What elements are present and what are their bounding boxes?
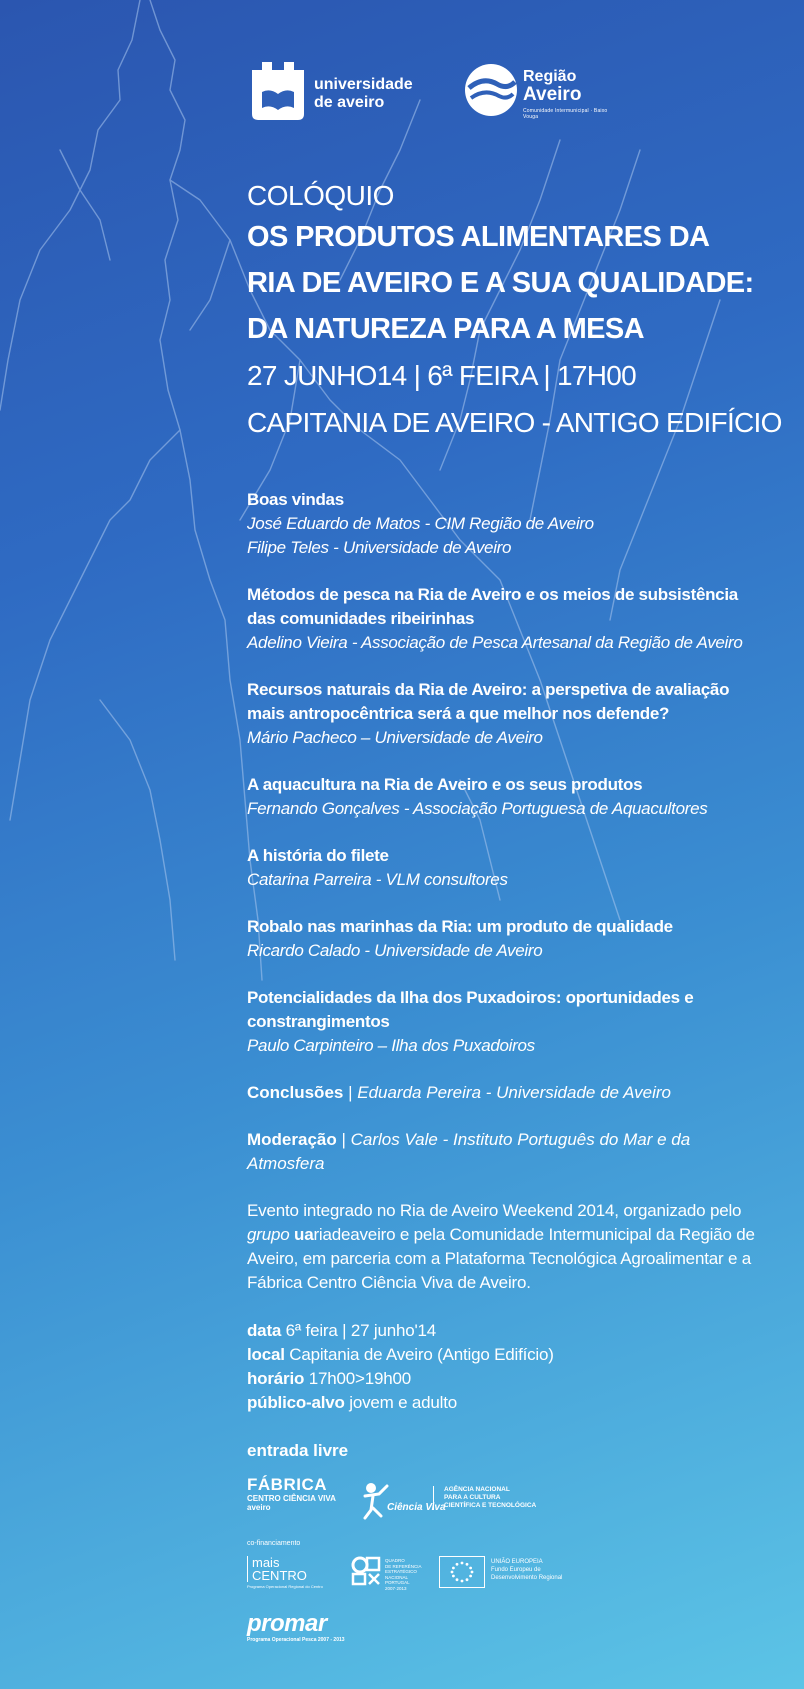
ue-text <box>491 1558 562 1582</box>
ra-wordmark <box>523 68 581 104</box>
program <box>247 488 767 1463</box>
qren-line: DE REFERÊNCIA <box>385 1563 422 1569</box>
detail-label: data <box>247 1321 282 1340</box>
fabrica-title: FÁBRICA <box>247 1475 327 1494</box>
cv-text-line: PARA A CULTURA <box>444 1494 501 1501</box>
event-description <box>247 1199 767 1295</box>
conclusoes-sep: | <box>343 1083 358 1102</box>
ue-line3: Desenvolvimento Regional <box>491 1575 563 1581</box>
detail-horario <box>247 1367 767 1391</box>
qren-line: ESTRATÉGICO <box>385 1569 417 1574</box>
event-text-part2: riadeaveiro e pela Comunidade Intermunicipal da Região de Aveiro, em parceria com a Plataforma Tecnológica Agroalimentar e a Fábrica Centro Ciência Viva de Aveiro. <box>247 1225 755 1292</box>
event-text-grupo: grupo <box>247 1225 290 1244</box>
item-speaker: Fernando Gonçalves - Associação Portuguesa de Aquacultores <box>247 799 708 818</box>
detail-value: jovem e adulto <box>344 1393 458 1412</box>
detail-value: 17h00>19h00 <box>304 1369 411 1388</box>
qren-text <box>385 1558 431 1591</box>
mais-line2: CENTRO <box>247 1569 337 1582</box>
event-details <box>247 1319 767 1415</box>
promar-logo <box>247 1612 345 1643</box>
item-title: A história do filete <box>247 846 389 865</box>
moderacao-label: Moderação <box>247 1130 337 1149</box>
ciencia-viva-figure-icon <box>357 1480 446 1520</box>
ue-line2: Fundo Europeu de <box>491 1567 541 1573</box>
title-line-1: OS PRODUTOS ALIMENTARES DA <box>247 221 710 253</box>
ua-line1: universidade <box>314 76 413 93</box>
detail-local <box>247 1343 767 1367</box>
program-item <box>247 583 767 655</box>
cofinanciamento-label: co-financiamento <box>247 1540 301 1547</box>
item-speaker: Catarina Parreira - VLM consultores <box>247 870 508 889</box>
uniao-europeia-logo <box>439 1556 579 1592</box>
qren-line: PORTUGAL 2007·2013 <box>385 1580 410 1591</box>
entrada-livre: entrada livre <box>247 1441 349 1460</box>
item-speaker: Adelino Vieira - Associação de Pesca Artesanal da Região de Aveiro <box>247 633 743 652</box>
mais-line1: mais <box>247 1556 337 1569</box>
detail-value: Capitania de Aveiro (Antigo Edifício) <box>284 1345 554 1364</box>
detail-publico <box>247 1391 767 1415</box>
item-title: Potencialidades da Ilha dos Puxadoiros: oportunidades e constrangimentos <box>247 988 694 1031</box>
venue-line: CAPITANIA DE AVEIRO - ANTIGO EDIFÍCIO <box>247 407 782 438</box>
title-line-2: RIA DE AVEIRO E A SUA QUALIDADE: <box>247 267 754 299</box>
title-line-3: DA NATUREZA PARA A MESA <box>247 313 645 345</box>
qren-line: QUADRO <box>385 1558 405 1563</box>
item-title: A aquacultura na Ria de Aveiro e os seus produtos <box>247 775 643 794</box>
fabrica-logo <box>247 1476 336 1512</box>
detail-label: público-alvo <box>247 1393 345 1412</box>
university-mark-icon <box>250 60 306 122</box>
date-line: 27 JUNHO14 | 6ª FEIRA | 17H00 <box>247 360 637 391</box>
ciencia-viva-logo <box>357 1480 557 1520</box>
conclusoes-value: Eduarda Pereira - Universidade de Aveiro <box>357 1083 671 1102</box>
program-item <box>247 488 767 560</box>
kicker: COLÓQUIO <box>247 180 394 211</box>
event-text-ua: ua <box>289 1225 314 1244</box>
item-title: Recursos naturais da Ria de Aveiro: a perspetiva de avaliação mais antropocêntrica será a que melhor nos defende? <box>247 680 730 723</box>
ra-line1: Região <box>523 68 577 85</box>
ua-line2: de aveiro <box>314 94 385 111</box>
mais-centro-logo <box>247 1556 337 1592</box>
cv-word: Ciência Viva <box>387 1502 446 1513</box>
universidade-aveiro-logo <box>250 58 430 122</box>
conclusoes-line <box>247 1081 767 1105</box>
top-logos <box>247 58 787 122</box>
moderacao-line <box>247 1128 767 1176</box>
cv-agency-text <box>433 1486 554 1510</box>
cv-text-line: AGÊNCIA NACIONAL <box>444 1486 510 1493</box>
sponsor-logos <box>247 1476 787 1686</box>
cv-text-line: CIENTÍFICA E TECNOLÓGICA <box>444 1502 537 1509</box>
eu-flag-icon <box>439 1556 485 1588</box>
promar-title: promar <box>247 1610 327 1637</box>
detail-data <box>247 1319 767 1343</box>
ra-line2: Aveiro <box>523 84 582 105</box>
conclusoes-label: Conclusões <box>247 1083 344 1102</box>
moderacao-value: Carlos Vale - Instituto Português do Mar e da Atmosfera <box>247 1130 691 1173</box>
moderacao-sep: | <box>336 1130 351 1149</box>
qren-line: NACIONAL <box>385 1574 409 1580</box>
item-title: Boas vindas <box>247 490 344 509</box>
qren-logo <box>351 1556 431 1592</box>
program-item <box>247 773 767 821</box>
ue-line1: UNIÃO EUROPEIA <box>491 1559 543 1565</box>
item-title: Métodos de pesca na Ria de Aveiro e os meios de subsistência das comunidades ribeirinhas <box>247 585 738 628</box>
regiao-aveiro-swirl-icon <box>463 62 519 118</box>
detail-label: local <box>247 1345 285 1364</box>
qren-mark-icon <box>351 1556 381 1586</box>
promar-sub: Programa Operacional Pesca 2007 - 2013 <box>247 1637 345 1643</box>
fabrica-sub2: aveiro <box>247 1503 271 1512</box>
event-header <box>247 178 787 446</box>
detail-value: 6ª feira | 27 junho'14 <box>281 1321 437 1340</box>
program-item <box>247 844 767 892</box>
detail-label: horário <box>247 1369 305 1388</box>
fabrica-sub1: CENTRO CIÊNCIA VIVA <box>247 1494 336 1503</box>
program-item <box>247 915 767 963</box>
item-speaker: Mário Pacheco – Universidade de Aveiro <box>247 728 543 747</box>
ua-wordmark <box>314 76 413 112</box>
item-speaker: Paulo Carpinteiro – Ilha dos Puxadoiros <box>247 1036 535 1055</box>
regiao-aveiro-logo <box>463 62 623 122</box>
item-speaker: Filipe Teles - Universidade de Aveiro <box>247 538 512 557</box>
item-speaker: José Eduardo de Matos - CIM Região de Aveiro <box>247 514 594 533</box>
mais-sub: Programa Operacional Regional do Centro <box>247 1584 323 1589</box>
item-speaker: Ricardo Calado - Universidade de Aveiro <box>247 941 543 960</box>
program-item <box>247 986 767 1058</box>
event-text-part1: Evento integrado no Ria de Aveiro Weekend 2014, organizado pelo <box>247 1201 742 1220</box>
ra-subtitle: Comunidade Intermunicipal · Baixo Vouga <box>523 108 608 120</box>
program-item <box>247 678 767 750</box>
item-title: Robalo nas marinhas da Ria: um produto de qualidade <box>247 917 673 936</box>
